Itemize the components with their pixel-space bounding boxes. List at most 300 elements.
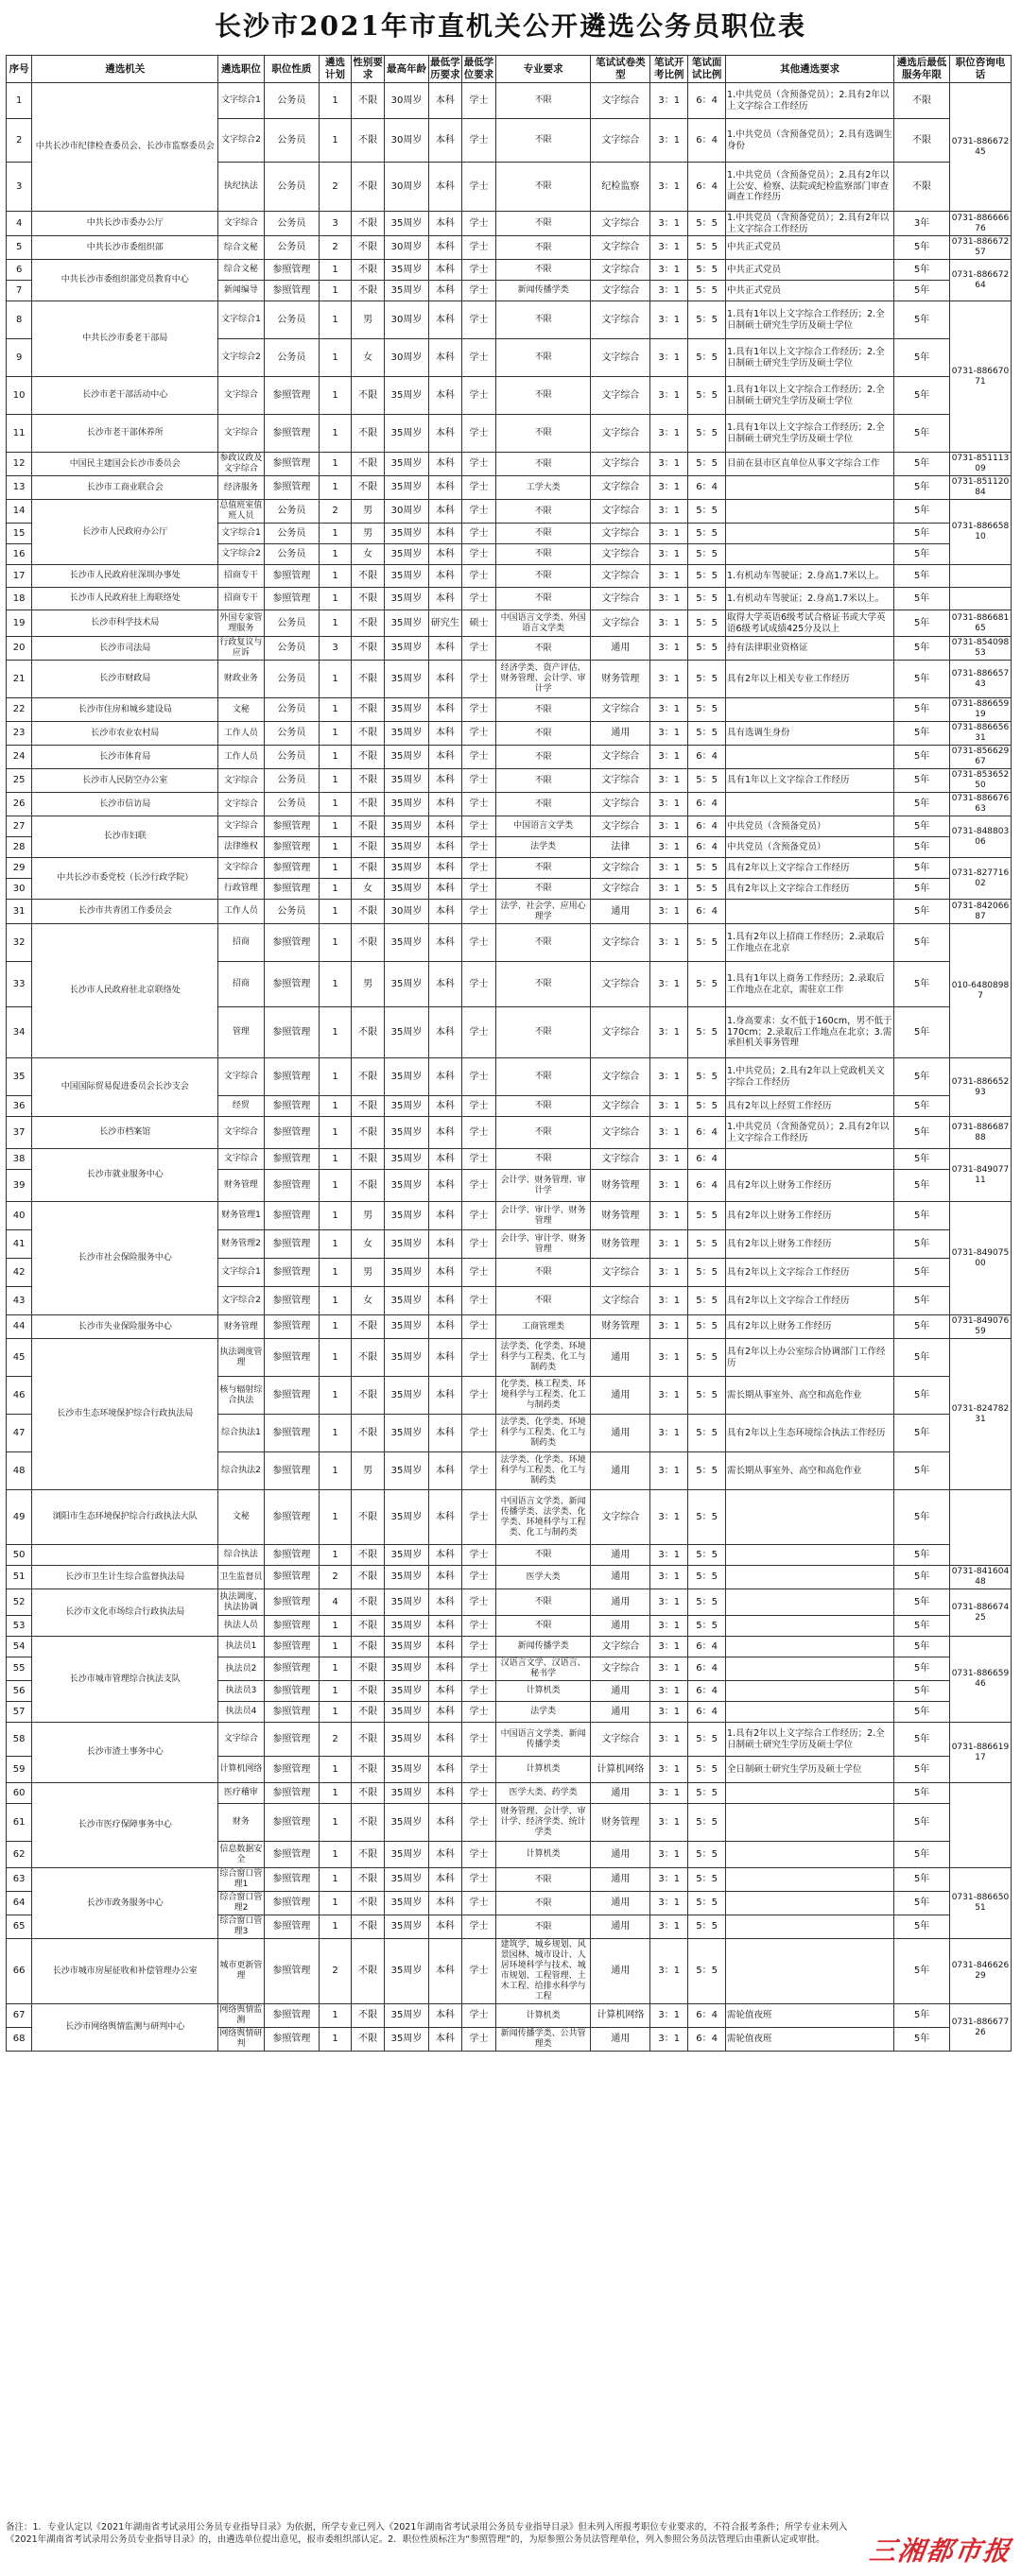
cell-nature: 参照管理	[264, 1230, 320, 1259]
cell-service-years: 5年	[894, 722, 950, 746]
cell-gender: 不限	[351, 1868, 385, 1892]
cell-service-years: 5年	[894, 1702, 950, 1723]
cell-exam-ratio: 3：1	[650, 1616, 688, 1637]
cell-gender: 不限	[351, 119, 385, 163]
cell-education: 本科	[428, 2028, 462, 2052]
cell-exam-type: 通用	[591, 1681, 650, 1702]
cell-org: 长沙市人民政府驻深圳办事处	[32, 565, 218, 588]
cell-org: 中共长沙市委组织部党员教育中心	[32, 260, 218, 301]
cell-service-years: 5年	[894, 1915, 950, 1939]
cell-other-requirements: 具有2年以上文字综合工作经历	[726, 858, 894, 879]
cell-exam-ratio: 3：1	[650, 1058, 688, 1096]
cell-gender: 不限	[351, 83, 385, 119]
cell-education: 本科	[428, 453, 462, 476]
cell-other-requirements: 1.具有1年以上商务工作经历；2.录取后工作地点在北京，需驻京工作	[726, 962, 894, 1007]
cell-interview-ratio: 5：5	[688, 260, 726, 281]
cell-no: 17	[7, 565, 32, 588]
cell-exam-type: 财务管理	[591, 661, 650, 698]
cell-position: 文字综合	[218, 212, 264, 236]
cell-nature: 公务员	[264, 722, 320, 746]
cell-position: 工作人员	[218, 746, 264, 769]
cell-phone: 0731-82771602	[949, 858, 1011, 900]
cell-age: 35周岁	[385, 858, 428, 879]
cell-degree: 学士	[462, 1058, 496, 1096]
cell-degree: 学士	[462, 661, 496, 698]
cell-phone: 0731-88665293	[949, 1058, 1011, 1117]
cell-exam-ratio: 3：1	[650, 837, 688, 858]
cell-education: 本科	[428, 1842, 462, 1868]
cell-plan: 2	[320, 236, 352, 260]
cell-position: 经贸	[218, 1096, 264, 1117]
cell-position: 执法人员	[218, 1616, 264, 1637]
cell-exam-ratio: 3：1	[650, 1230, 688, 1259]
cell-nature: 公务员	[264, 163, 320, 212]
cell-gender: 不限	[351, 858, 385, 879]
cell-age: 35周岁	[385, 565, 428, 588]
cell-gender: 男	[351, 500, 385, 524]
cell-phone: 0731-88667257	[949, 236, 1011, 260]
cell-plan: 1	[320, 1452, 352, 1490]
cell-org: 长沙市政务服务中心	[32, 1868, 218, 1939]
cell-position: 文字综合	[218, 415, 264, 453]
cell-gender: 不限	[351, 1804, 385, 1842]
cell-exam-type: 文字综合	[591, 119, 650, 163]
cell-major: 会计学、审计学、财务管理	[495, 1230, 591, 1259]
cell-nature: 参照管理	[264, 2028, 320, 2052]
cell-age: 35周岁	[385, 610, 428, 637]
cell-gender: 不限	[351, 415, 385, 453]
cell-service-years: 5年	[894, 1804, 950, 1842]
cell-major: 计算机类	[495, 1681, 591, 1702]
cell-other-requirements	[726, 1783, 894, 1804]
cell-exam-ratio: 3：1	[650, 1170, 688, 1202]
cell-no: 1	[7, 83, 32, 119]
cell-gender: 不限	[351, 1915, 385, 1939]
cell-degree: 学士	[462, 879, 496, 900]
cell-position: 招商专干	[218, 565, 264, 588]
cell-no: 60	[7, 1783, 32, 1804]
cell-position: 总值班室值班人员	[218, 500, 264, 524]
cell-age: 35周岁	[385, 1096, 428, 1117]
cell-exam-ratio: 3：1	[650, 1202, 688, 1230]
cell-no: 57	[7, 1702, 32, 1723]
cell-plan: 1	[320, 1842, 352, 1868]
cell-gender: 不限	[351, 1757, 385, 1783]
cell-other-requirements: 1.有机动车驾驶证；2.身高1.7米以上。	[726, 588, 894, 610]
cell-degree: 学士	[462, 544, 496, 565]
cell-age: 35周岁	[385, 2028, 428, 2052]
cell-service-years: 5年	[894, 476, 950, 500]
cell-position: 文字综合1	[218, 1259, 264, 1287]
cell-degree: 学士	[462, 2028, 496, 2052]
cell-degree: 学士	[462, 453, 496, 476]
cell-service-years: 5年	[894, 1452, 950, 1490]
cell-gender: 不限	[351, 2028, 385, 2052]
cell-exam-ratio: 3：1	[650, 793, 688, 816]
cell-exam-ratio: 3：1	[650, 1377, 688, 1415]
cell-plan: 2	[320, 163, 352, 212]
cell-no: 45	[7, 1339, 32, 1377]
cell-age: 35周岁	[385, 1058, 428, 1096]
cell-no: 44	[7, 1315, 32, 1339]
cell-exam-type: 文字综合	[591, 793, 650, 816]
cell-no: 14	[7, 500, 32, 524]
cell-degree: 学士	[462, 1868, 496, 1892]
cell-education: 本科	[428, 1681, 462, 1702]
cell-interview-ratio: 5：5	[688, 698, 726, 722]
cell-degree: 学士	[462, 1842, 496, 1868]
cell-exam-ratio: 3：1	[650, 1007, 688, 1058]
cell-gender: 不限	[351, 1315, 385, 1339]
cell-degree: 学士	[462, 500, 496, 524]
cell-nature: 参照管理	[264, 1452, 320, 1490]
cell-org: 长沙市失业保险服务中心	[32, 1315, 218, 1339]
cell-service-years: 5年	[894, 1637, 950, 1657]
column-header: 遴选后最低服务年限	[894, 56, 950, 83]
cell-nature: 参照管理	[264, 415, 320, 453]
cell-plan: 1	[320, 1339, 352, 1377]
cell-org: 长沙市渣土事务中心	[32, 1723, 218, 1783]
cell-education: 本科	[428, 858, 462, 879]
cell-exam-type: 通用	[591, 1545, 650, 1566]
cell-plan: 1	[320, 415, 352, 453]
cell-degree: 学士	[462, 260, 496, 281]
cell-service-years: 5年	[894, 544, 950, 565]
cell-exam-type: 财务管理	[591, 1170, 650, 1202]
cell-plan: 1	[320, 281, 352, 301]
cell-age: 35周岁	[385, 281, 428, 301]
cell-service-years: 5年	[894, 1757, 950, 1783]
cell-exam-type: 文字综合	[591, 1058, 650, 1096]
cell-major: 计算机类	[495, 1757, 591, 1783]
table-row	[7, 453, 1012, 476]
cell-major: 中国语言文学类、新闻传播学类	[495, 1723, 591, 1757]
cell-nature: 参照管理	[264, 962, 320, 1007]
cell-major: 不限	[495, 1589, 591, 1616]
cell-service-years: 5年	[894, 1783, 950, 1804]
cell-gender: 不限	[351, 1892, 385, 1915]
cell-plan: 4	[320, 1589, 352, 1616]
column-header: 最高年龄	[385, 56, 428, 83]
cell-phone: 0731-88665743	[949, 661, 1011, 698]
cell-interview-ratio: 6：4	[688, 1681, 726, 1702]
cell-exam-type: 文字综合	[591, 476, 650, 500]
cell-exam-ratio: 3：1	[650, 1259, 688, 1287]
cell-plan: 1	[320, 544, 352, 565]
cell-major: 法学类、化学类、环境科学与工程类、化工与制药类	[495, 1339, 591, 1377]
cell-degree: 学士	[462, 1202, 496, 1230]
cell-exam-type: 文字综合	[591, 524, 650, 544]
cell-gender: 不限	[351, 260, 385, 281]
cell-service-years: 5年	[894, 1545, 950, 1566]
cell-nature: 参照管理	[264, 1915, 320, 1939]
cell-position: 参政议政及文字综合	[218, 453, 264, 476]
cell-plan: 1	[320, 565, 352, 588]
cell-education: 本科	[428, 588, 462, 610]
cell-nature: 公务员	[264, 524, 320, 544]
cell-education: 本科	[428, 377, 462, 415]
cell-service-years: 5年	[894, 1566, 950, 1589]
cell-exam-type: 通用	[591, 637, 650, 661]
cell-org: 中共长沙市委组织部	[32, 236, 218, 260]
table-row	[7, 661, 1012, 698]
cell-education: 本科	[428, 212, 462, 236]
cell-other-requirements	[726, 1702, 894, 1723]
cell-position: 工作人员	[218, 722, 264, 746]
cell-interview-ratio: 6：4	[688, 900, 726, 924]
cell-age: 35周岁	[385, 2004, 428, 2028]
table-row	[7, 377, 1012, 415]
cell-degree: 学士	[462, 1117, 496, 1149]
cell-other-requirements: 具有2年以上财务工作经历	[726, 1202, 894, 1230]
cell-service-years: 5年	[894, 610, 950, 637]
cell-exam-ratio: 3：1	[650, 1892, 688, 1915]
cell-gender: 男	[351, 1202, 385, 1230]
cell-exam-type: 文字综合	[591, 281, 650, 301]
cell-service-years: 5年	[894, 1339, 950, 1377]
cell-exam-type: 通用	[591, 1842, 650, 1868]
cell-interview-ratio: 5：5	[688, 1842, 726, 1868]
column-header: 职位性质	[264, 56, 320, 83]
cell-gender: 不限	[351, 1723, 385, 1757]
cell-other-requirements: 1.具有2年以上文字综合工作经历；2.全日制硕士研究生学历及硕士学位	[726, 1723, 894, 1757]
cell-gender: 不限	[351, 2004, 385, 2028]
cell-position: 管理	[218, 1007, 264, 1058]
cell-major: 经济学类、资产评估、财务管理、会计学、审计学	[495, 661, 591, 698]
table-row	[7, 1589, 1012, 1616]
cell-age: 35周岁	[385, 1259, 428, 1287]
table-row	[7, 769, 1012, 793]
cell-age: 35周岁	[385, 1377, 428, 1415]
cell-exam-type: 文字综合	[591, 453, 650, 476]
cell-age: 35周岁	[385, 722, 428, 746]
cell-no: 50	[7, 1545, 32, 1566]
cell-age: 35周岁	[385, 637, 428, 661]
cell-interview-ratio: 5：5	[688, 962, 726, 1007]
cell-education: 本科	[428, 1490, 462, 1545]
column-header: 遴选计划	[320, 56, 352, 83]
cell-no: 3	[7, 163, 32, 212]
cell-exam-type: 文字综合	[591, 698, 650, 722]
cell-gender: 不限	[351, 1545, 385, 1566]
cell-education: 本科	[428, 260, 462, 281]
newspaper-logo: 三湘都市报	[867, 2535, 1014, 2567]
cell-exam-type: 文字综合	[591, 962, 650, 1007]
cell-position: 综合执法1	[218, 1415, 264, 1452]
cell-other-requirements: 取得大学英语6级考试合格证书或大学英语6级考试成绩425分及以上	[726, 610, 894, 637]
cell-plan: 1	[320, 793, 352, 816]
cell-age: 35周岁	[385, 1415, 428, 1452]
cell-position: 文字综合1	[218, 83, 264, 119]
cell-exam-ratio: 3：1	[650, 746, 688, 769]
cell-position: 综合文秘	[218, 236, 264, 260]
cell-phone: 0731-88667245	[949, 83, 1011, 212]
cell-age: 35周岁	[385, 1202, 428, 1230]
cell-education: 本科	[428, 1415, 462, 1452]
cell-exam-ratio: 3：1	[650, 1566, 688, 1589]
cell-gender: 不限	[351, 1637, 385, 1657]
cell-exam-type: 文字综合	[591, 83, 650, 119]
cell-degree: 学士	[462, 415, 496, 453]
table-row	[7, 637, 1012, 661]
cell-plan: 1	[320, 900, 352, 924]
cell-phone: 0731-84160448	[949, 1566, 1011, 1589]
cell-service-years: 5年	[894, 858, 950, 879]
cell-no: 61	[7, 1804, 32, 1842]
cell-exam-ratio: 3：1	[650, 212, 688, 236]
cell-exam-ratio: 3：1	[650, 858, 688, 879]
cell-major: 不限	[495, 924, 591, 962]
cell-org: 长沙市人民政府驻北京联络处	[32, 924, 218, 1058]
cell-major: 不限	[495, 1915, 591, 1939]
cell-age: 35周岁	[385, 476, 428, 500]
cell-exam-type: 通用	[591, 1452, 650, 1490]
cell-position: 执法调度管理	[218, 1339, 264, 1377]
cell-position: 信息数据安全	[218, 1842, 264, 1868]
cell-age: 35周岁	[385, 1723, 428, 1757]
cell-education: 本科	[428, 1723, 462, 1757]
cell-plan: 1	[320, 1096, 352, 1117]
cell-degree: 学士	[462, 1892, 496, 1915]
cell-exam-ratio: 3：1	[650, 377, 688, 415]
cell-position: 执纪执法	[218, 163, 264, 212]
cell-exam-ratio: 3：1	[650, 879, 688, 900]
cell-exam-type: 文字综合	[591, 500, 650, 524]
cell-other-requirements	[726, 476, 894, 500]
cell-no: 58	[7, 1723, 32, 1757]
cell-age: 35周岁	[385, 260, 428, 281]
cell-other-requirements: 具有2年以上财务工作经历	[726, 1315, 894, 1339]
cell-gender: 男	[351, 962, 385, 1007]
cell-education: 本科	[428, 769, 462, 793]
cell-nature: 参照管理	[264, 1939, 320, 2004]
cell-nature: 参照管理	[264, 1589, 320, 1616]
cell-exam-ratio: 3：1	[650, 1490, 688, 1545]
cell-interview-ratio: 5：5	[688, 415, 726, 453]
cell-major: 不限	[495, 83, 591, 119]
cell-position: 新闻编导	[218, 281, 264, 301]
cell-education: 本科	[428, 962, 462, 1007]
cell-exam-ratio: 3：1	[650, 1415, 688, 1452]
cell-age: 35周岁	[385, 524, 428, 544]
cell-education: 本科	[428, 281, 462, 301]
cell-age: 35周岁	[385, 837, 428, 858]
cell-service-years: 5年	[894, 1589, 950, 1616]
cell-age: 35周岁	[385, 1339, 428, 1377]
cell-position: 核与辐射综合执法	[218, 1377, 264, 1415]
cell-exam-type: 文字综合	[591, 879, 650, 900]
cell-major: 不限	[495, 1616, 591, 1637]
cell-degree: 学士	[462, 1315, 496, 1339]
cell-position: 文字综合2	[218, 119, 264, 163]
cell-interview-ratio: 5：5	[688, 1007, 726, 1058]
table-row	[7, 1545, 1012, 1566]
cell-exam-ratio: 3：1	[650, 544, 688, 565]
cell-exam-type: 通用	[591, 2028, 650, 2052]
cell-plan: 1	[320, 610, 352, 637]
cell-age: 35周岁	[385, 769, 428, 793]
cell-other-requirements	[726, 524, 894, 544]
cell-degree: 学士	[462, 1007, 496, 1058]
cell-position: 行政复议与应诉	[218, 637, 264, 661]
cell-service-years: 5年	[894, 236, 950, 260]
cell-degree: 学士	[462, 1702, 496, 1723]
cell-plan: 1	[320, 1007, 352, 1058]
cell-interview-ratio: 6：4	[688, 1702, 726, 1723]
cell-major: 不限	[495, 212, 591, 236]
cell-education: 本科	[428, 2004, 462, 2028]
cell-exam-type: 文字综合	[591, 1723, 650, 1757]
cell-interview-ratio: 5：5	[688, 858, 726, 879]
cell-no: 54	[7, 1637, 32, 1657]
position-table	[6, 55, 1012, 2052]
cell-degree: 学士	[462, 1589, 496, 1616]
cell-education: 本科	[428, 1287, 462, 1315]
cell-nature: 参照管理	[264, 1657, 320, 1681]
cell-interview-ratio: 6：4	[688, 83, 726, 119]
cell-other-requirements	[726, 1149, 894, 1170]
cell-other-requirements: 1.身高要求：女不低于160cm，男不低于170cm；2.录取后工作地点在北京；3.需承担机关事务管理	[726, 1007, 894, 1058]
cell-nature: 参照管理	[264, 476, 320, 500]
cell-interview-ratio: 5：5	[688, 1339, 726, 1377]
cell-nature: 公务员	[264, 339, 320, 377]
cell-gender: 不限	[351, 722, 385, 746]
cell-service-years: 5年	[894, 816, 950, 837]
cell-age: 35周岁	[385, 1657, 428, 1681]
cell-service-years: 5年	[894, 1681, 950, 1702]
cell-position: 文字综合2	[218, 339, 264, 377]
cell-age: 35周岁	[385, 1117, 428, 1149]
cell-education: 本科	[428, 900, 462, 924]
cell-gender: 不限	[351, 212, 385, 236]
cell-service-years: 5年	[894, 1202, 950, 1230]
cell-major: 不限	[495, 415, 591, 453]
cell-plan: 1	[320, 769, 352, 793]
cell-education: 本科	[428, 722, 462, 746]
cell-exam-type: 文字综合	[591, 1657, 650, 1681]
cell-position: 执法员4	[218, 1702, 264, 1723]
cell-gender: 不限	[351, 588, 385, 610]
cell-exam-ratio: 3：1	[650, 661, 688, 698]
cell-position: 计算机网络	[218, 1757, 264, 1783]
cell-service-years: 5年	[894, 1842, 950, 1868]
cell-exam-ratio: 3：1	[650, 500, 688, 524]
cell-gender: 不限	[351, 746, 385, 769]
table-row	[7, 1637, 1012, 1657]
cell-other-requirements: 需长期从事室外、高空和高危作业	[726, 1377, 894, 1415]
cell-major: 医学大类	[495, 1566, 591, 1589]
cell-exam-ratio: 3：1	[650, 1287, 688, 1315]
cell-gender: 不限	[351, 476, 385, 500]
cell-other-requirements: 具有2年以上经贸工作经历	[726, 1096, 894, 1117]
cell-nature: 参照管理	[264, 2004, 320, 2028]
column-header: 专业要求	[495, 56, 591, 83]
cell-education: 本科	[428, 1149, 462, 1170]
cell-exam-ratio: 3：1	[650, 1939, 688, 2004]
cell-age: 35周岁	[385, 1149, 428, 1170]
cell-interview-ratio: 5：5	[688, 1892, 726, 1915]
cell-age: 30周岁	[385, 236, 428, 260]
cell-interview-ratio: 6：4	[688, 1170, 726, 1202]
cell-plan: 1	[320, 377, 352, 415]
cell-org: 中共长沙市委办公厅	[32, 212, 218, 236]
cell-plan: 1	[320, 746, 352, 769]
cell-service-years: 5年	[894, 260, 950, 281]
cell-exam-type: 文字综合	[591, 1096, 650, 1117]
cell-plan: 2	[320, 500, 352, 524]
cell-exam-type: 文字综合	[591, 610, 650, 637]
column-header: 最低学历要求	[428, 56, 462, 83]
